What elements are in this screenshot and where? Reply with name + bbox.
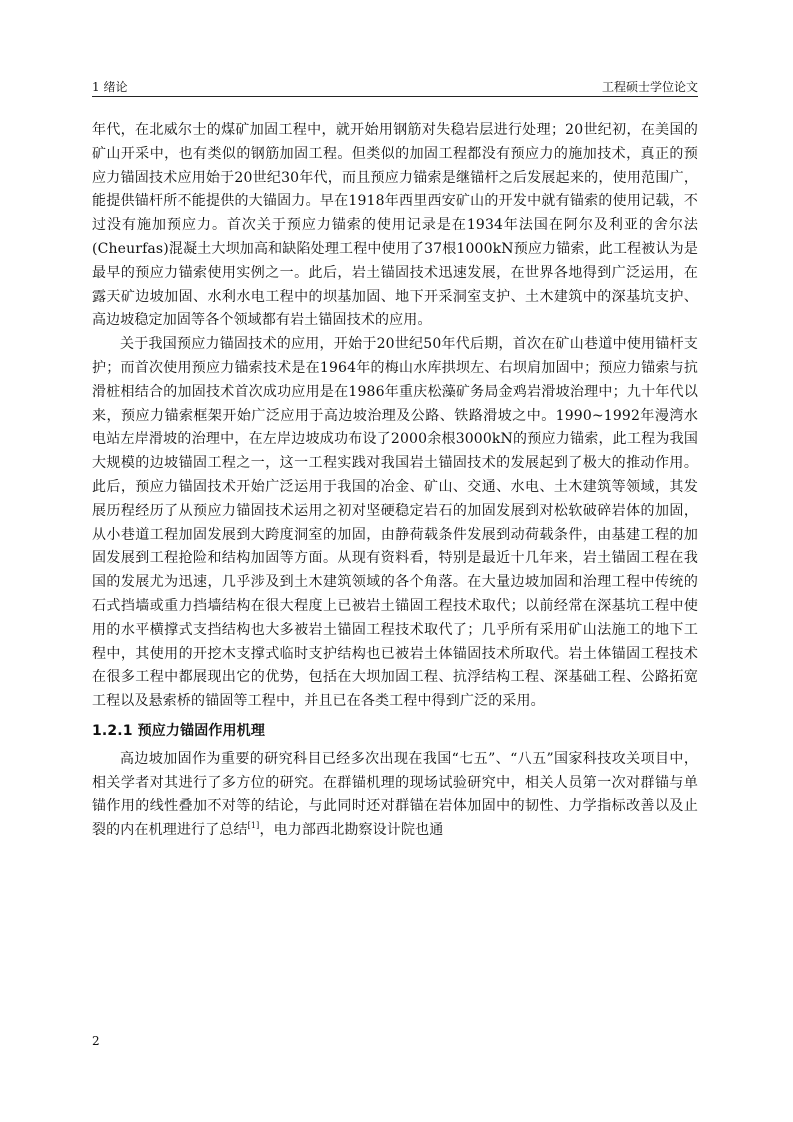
page-number: 2 (92, 1034, 100, 1048)
paragraph-3-tail: ，电力部西北勘察设计院也通 (259, 822, 444, 839)
paragraph-1: 年代，在北威尔士的煤矿加固工程中，就开始用钢筋对失稳岩层进行处理；20世纪初，在美国的矿山开采中，也有类似的钢筋加固工程。但类似的加固工程都没有预应力的施加技术，真正的预应力锚固技术应用始于20世纪30年代，而且预应力锚索是继锚杆之后发展起来的，使用范围广，能提供锚杆所不能提供的大锚固力。早在1918年西里西安矿山的开发中就有锚索的使用记载，不过没有施加预应力。首次关于预应力锚索的使用记录是在1934年法国在阿尔及利亚的舍尔法(Cheurfas)混凝土大坝加高和缺陷处理工程中使用了37根1000kN预应力锚索，此工程被认为是最早的预应力锚索使用实例之一。此后，岩土锚固技术迅速发展，在世界各地得到广泛运用，在露天矿边坡加固、水利水电工程中的坝基加固、地下开采洞室支护、土木建筑中的深基坑支护、高边坡稳定加固等各个领域都有岩土锚固技术的应用。 (92, 122, 698, 329)
header-thesis-type: 工程硕士学位论文 (601, 80, 698, 94)
citation-ref[interactable]: [1] (247, 821, 260, 831)
body-text (92, 119, 698, 843)
section-heading: 1.2.1 预应力锚固作用机理 (92, 722, 265, 739)
running-header (92, 78, 698, 97)
header-chapter: 1 绪论 (92, 80, 128, 94)
paragraph-2: 关于我国预应力锚固技术的应用，开始于20世纪50年代后期，首次在矿山巷道中使用锚杆支护；而首次使用预应力锚索技术是在1964年的梅山水库拱坝左、右坝肩加固中；预应力锚索与抗滑桩相结合的加固技术首次成功应用是在1986年重庆松藻矿务局金鸡岩滑坡治理中；九十年代以来，预应力锚索框架开始广泛应用于高边坡治理及公路、铁路滑坡之中。1990~1992年漫湾水电站左岸滑坡的治理中，在左岸边坡成功布设了2000余根3000kN的预应力锚索，此工程为我国大规模的边坡锚固工程之一，这一工程实践对我国岩土锚固技术的发展起到了极大的推动作用。此后，预应力锚固技术开始广泛运用于我国的冶金、矿山、交通、水电、土木建筑等领域，其发展历程经历了从预应力锚固技术运用之初对坚硬稳定岩石的加固发展到对松软破碎岩体的加固，从小巷道工程加固发展到大跨度洞室的加固，由静荷载条件发展到动荷载条件，由基建工程的加固发展到工程抢险和结构加固等方面。从现有资料看，特别是最近十几年来，岩土锚固工程在我国的发展尤为迅速，几乎涉及到土木建筑领域的各个角落。在大量边坡加固和治理工程中传统的石式挡墙或重力挡墙结构在很大程度上已被岩土锚固工程技术取代；以前经常在深基坑工程中使用的水平横撑式支挡结构也大多被岩土锚固工程技术取代了；几乎所有采用矿山法施工的地下工程中，其使用的开挖木支撑式临时支护结构也已被岩土体锚固技术所取代。岩土体锚固工程技术在很多工程中都展现出它的优势，包括在大坝加固工程、抗浮结构工程、深基础工程、公路拓宽工程以及悬索桥的锚固等工程中，并且已在各类工程中得到广泛的采用。 (92, 336, 698, 710)
paragraph-3 (92, 748, 698, 843)
paragraph-3-text: 高边坡加固作为重要的研究科目已经多次出现在我国“七五”、“八五”国家科技攻关项目中，相关学者对其进行了多方位的研究。在群锚机理的现场试验研究中，相关人员第一次对群锚与单锚作用的线性叠加不对等的结论，与此同时还对群锚在岩体加固中的韧性、力学指标改善以及止裂的内在机理进行了总结 (92, 750, 698, 839)
